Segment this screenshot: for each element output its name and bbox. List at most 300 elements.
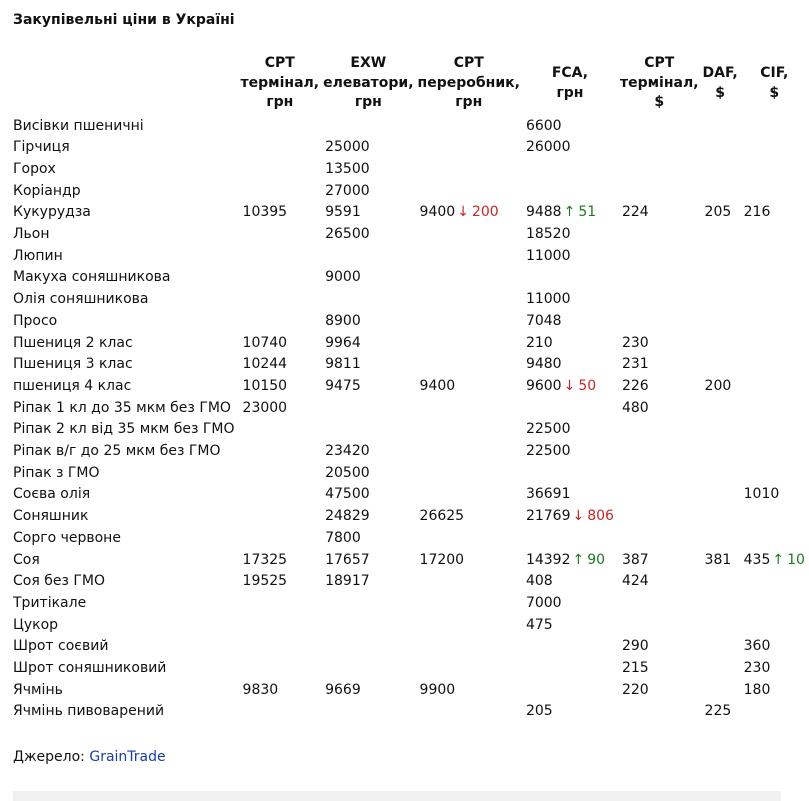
price-cell: [740, 398, 809, 420]
price-value: 9591: [325, 204, 361, 221]
price-cell: [416, 484, 522, 506]
price-cell: [321, 615, 415, 637]
price-cell: [522, 137, 618, 159]
price-cell: [239, 289, 322, 311]
price-cell: [618, 202, 701, 224]
price-cell: [618, 484, 701, 506]
product-name: Гірчиця: [13, 139, 70, 156]
price-cell: [416, 354, 522, 376]
product-name: Пшениця 3 клас: [13, 356, 133, 373]
price-change: 51: [578, 204, 597, 221]
price-cell: [740, 202, 809, 224]
product-name: Ріпак 1 кл до 35 мкм без ГМО: [13, 399, 231, 416]
product-name: Шрот соєвий: [13, 638, 109, 655]
price-cell: [701, 615, 740, 637]
arrow-down-icon: ↓: [563, 377, 576, 394]
table-row: [9, 202, 809, 224]
table-row: [9, 463, 809, 485]
price-cell: [416, 116, 522, 138]
price-value: 424: [621, 573, 649, 590]
price-cell: [701, 137, 740, 159]
table-row: [9, 376, 809, 398]
price-cell: [321, 658, 415, 680]
price-cell: [740, 376, 809, 398]
price-value: 7800: [325, 529, 361, 546]
price-cell: [618, 506, 701, 528]
product-name: Шрот соняшниковий: [13, 660, 167, 677]
price-cell: [522, 701, 618, 723]
price-cell: [701, 181, 740, 203]
price-cell: [740, 636, 809, 658]
column-header-1: [321, 54, 415, 116]
column-header-line: $: [654, 94, 665, 110]
price-cell: [701, 701, 740, 723]
price-cell: [618, 311, 701, 333]
header-row: [9, 54, 809, 116]
price-cell: [416, 419, 522, 441]
price-cell: [701, 311, 740, 333]
price-cell: [740, 571, 809, 593]
product-name: Ріпак 2 кл від 35 мкм без ГМО: [13, 421, 235, 438]
price-value: 200: [704, 377, 732, 394]
price-cell: [239, 159, 322, 181]
price-cell: [701, 159, 740, 181]
price-cell: [740, 311, 809, 333]
arrow-up-icon: ↑: [772, 551, 785, 568]
price-cell: [416, 441, 522, 463]
price-cell: [522, 246, 618, 268]
price-cell: [416, 159, 522, 181]
product-name: Ріпак в/г до 25 мкм без ГМО: [13, 443, 221, 460]
price-cell: [522, 571, 618, 593]
price-cell: [618, 116, 701, 138]
price-cell: [321, 528, 415, 550]
price-value: 205: [704, 204, 732, 221]
product-name: Кукурудза: [13, 204, 91, 221]
price-cell: [239, 593, 322, 615]
price-cell: [416, 246, 522, 268]
table-row: [9, 441, 809, 463]
price-cell: [321, 267, 415, 289]
table-row: [9, 224, 809, 246]
product-name: Тритікале: [13, 594, 87, 611]
product-name: Цукор: [13, 616, 59, 633]
table-row: [9, 289, 809, 311]
price-cell: [701, 506, 740, 528]
price-cell: [522, 267, 618, 289]
column-header-line: $: [715, 84, 725, 101]
price-cell: [239, 484, 322, 506]
price-cell: [701, 528, 740, 550]
table-row: [9, 398, 809, 420]
price-cell: [701, 116, 740, 138]
table-body: [9, 116, 809, 724]
product-name: Ячмінь: [13, 681, 63, 698]
price-value: 11000: [525, 291, 571, 308]
price-cell: [618, 550, 701, 572]
price-value: 1010: [743, 486, 780, 503]
price-cell: [701, 398, 740, 420]
column-header-line: термінал,: [240, 74, 320, 91]
price-cell: [618, 398, 701, 420]
price-cell: [416, 202, 522, 224]
price-cell: [740, 550, 809, 572]
source-label: Джерело:: [13, 749, 85, 765]
table-row: [9, 116, 809, 138]
price-value: 10395: [242, 204, 288, 221]
price-cell: [522, 116, 618, 138]
price-value: 9480: [525, 356, 562, 373]
table-row: [9, 419, 809, 441]
price-value: 215: [621, 660, 649, 677]
price-value: 36691: [525, 486, 571, 503]
table-row: [9, 137, 809, 159]
price-cell: [522, 333, 618, 355]
page-title: Закупівельні ціни в Україні: [13, 12, 235, 28]
price-value: 21769: [525, 508, 571, 525]
price-cell: [522, 636, 618, 658]
price-value: 435: [743, 551, 771, 568]
product-name: Сорго червоне: [13, 529, 121, 546]
price-cell: [701, 333, 740, 355]
price-cell: [321, 246, 415, 268]
price-cell: [701, 484, 740, 506]
price-cell: [522, 484, 618, 506]
price-cell: [416, 376, 522, 398]
price-cell: [321, 419, 415, 441]
price-cell: [239, 246, 322, 268]
price-cell: [618, 419, 701, 441]
product-name: Ріпак з ГМО: [13, 464, 100, 481]
price-cell: [321, 701, 415, 723]
price-cell: [239, 615, 322, 637]
price-cell: [416, 593, 522, 615]
column-header-line: CPT: [264, 55, 295, 71]
price-cell: [740, 246, 809, 268]
price-value: 230: [743, 660, 771, 677]
price-cell: [522, 680, 618, 702]
price-cell: [321, 506, 415, 528]
arrow-up-icon: ↑: [563, 204, 576, 221]
price-value: 24829: [325, 508, 370, 525]
arrow-down-icon: ↓: [572, 508, 585, 525]
price-cell: [740, 354, 809, 376]
price-cell: [522, 528, 618, 550]
column-header-5: [701, 54, 740, 116]
price-cell: [239, 701, 322, 723]
price-cell: [239, 333, 322, 355]
price-cell: [522, 441, 618, 463]
price-cell: [416, 528, 522, 550]
price-value: 9900: [419, 681, 456, 698]
price-cell: [522, 311, 618, 333]
column-header-line: EXW: [350, 55, 387, 71]
price-cell: [416, 267, 522, 289]
price-cell: [701, 658, 740, 680]
price-cell: [740, 528, 809, 550]
price-value: 216: [743, 204, 771, 221]
product-name: Пшениця 2 клас: [13, 334, 133, 351]
price-cell: [522, 289, 618, 311]
column-header-line: FCA,: [551, 65, 589, 81]
table-row: [9, 636, 809, 658]
price-cell: [239, 376, 322, 398]
price-cell: [321, 137, 415, 159]
table-row: [9, 159, 809, 181]
product-column-header: [9, 54, 239, 116]
price-value: 224: [621, 204, 649, 221]
column-header-2: [416, 54, 522, 116]
product-name: Олія соняшникова: [13, 291, 149, 308]
price-value: 210: [525, 334, 553, 351]
price-cell: [416, 289, 522, 311]
table-row: [9, 267, 809, 289]
price-cell: [740, 441, 809, 463]
price-cell: [416, 224, 522, 246]
price-cell: [618, 289, 701, 311]
price-cell: [522, 202, 618, 224]
column-header-line: CIF,: [760, 65, 789, 81]
price-cell: [321, 571, 415, 593]
price-cell: [522, 658, 618, 680]
product-name: Соя: [13, 551, 40, 568]
price-cell: [740, 159, 809, 181]
price-cell: [239, 463, 322, 485]
price-cell: [740, 615, 809, 637]
table-row: [9, 550, 809, 572]
column-header-line: CPT: [453, 55, 484, 71]
price-value: 13500: [325, 160, 370, 177]
price-cell: [701, 246, 740, 268]
price-cell: [701, 289, 740, 311]
price-cell: [701, 267, 740, 289]
price-change: 806: [587, 508, 614, 525]
price-cell: [618, 137, 701, 159]
table-row: [9, 571, 809, 593]
price-cell: [416, 463, 522, 485]
price-cell: [239, 680, 322, 702]
price-cell: [740, 658, 809, 680]
price-cell: [740, 224, 809, 246]
price-cell: [522, 354, 618, 376]
column-header-line: грн: [455, 94, 483, 110]
price-value: 9488: [525, 204, 562, 221]
column-header-line: $: [769, 84, 780, 101]
price-cell: [321, 224, 415, 246]
table-row: [9, 311, 809, 333]
product-name: Коріандр: [13, 182, 81, 199]
product-name: Люпин: [13, 247, 63, 264]
price-value: 23000: [242, 399, 288, 416]
price-value: 381: [704, 551, 732, 568]
price-cell: [239, 398, 322, 420]
price-cell: [239, 441, 322, 463]
price-cell: [618, 159, 701, 181]
price-cell: [618, 246, 701, 268]
price-cell: [701, 376, 740, 398]
price-cell: [522, 593, 618, 615]
price-cell: [239, 419, 322, 441]
price-cell: [701, 550, 740, 572]
price-cell: [239, 354, 322, 376]
price-cell: [416, 550, 522, 572]
price-cell: [618, 680, 701, 702]
price-table: [9, 54, 809, 723]
price-value: 26625: [419, 508, 465, 525]
price-change: 50: [578, 377, 597, 394]
price-value: 20500: [325, 464, 370, 481]
table-row: [9, 484, 809, 506]
price-cell: [618, 333, 701, 355]
price-value: 26000: [525, 139, 571, 156]
price-value: 22500: [525, 443, 571, 460]
price-cell: [416, 571, 522, 593]
price-cell: [522, 550, 618, 572]
column-header-line: переробник,: [417, 74, 520, 91]
price-cell: [740, 289, 809, 311]
table-row: [9, 593, 809, 615]
price-change: 90: [587, 551, 606, 568]
price-cell: [701, 571, 740, 593]
price-cell: [740, 137, 809, 159]
price-cell: [740, 506, 809, 528]
price-cell: [618, 376, 701, 398]
price-cell: [701, 224, 740, 246]
price-cell: [701, 636, 740, 658]
price-value: 9000: [325, 269, 361, 286]
price-cell: [740, 484, 809, 506]
price-value: 17200: [419, 551, 465, 568]
product-name: Соєва олія: [13, 486, 91, 503]
price-cell: [522, 181, 618, 203]
column-header-line: CPT: [644, 55, 675, 71]
price-value: 23420: [325, 443, 370, 460]
price-cell: [618, 441, 701, 463]
column-header-line: елеватори,: [323, 74, 414, 91]
price-cell: [740, 593, 809, 615]
price-cell: [239, 137, 322, 159]
price-cell: [416, 506, 522, 528]
price-value: 9400: [419, 377, 456, 394]
price-value: 230: [621, 334, 649, 351]
table-row: [9, 658, 809, 680]
price-cell: [321, 680, 415, 702]
price-cell: [239, 202, 322, 224]
price-cell: [321, 159, 415, 181]
price-cell: [321, 550, 415, 572]
price-cell: [239, 506, 322, 528]
price-cell: [321, 311, 415, 333]
price-cell: [618, 463, 701, 485]
price-cell: [701, 419, 740, 441]
price-value: 18520: [525, 226, 571, 243]
price-cell: [618, 528, 701, 550]
source-link[interactable]: GrainTrade: [89, 749, 166, 765]
price-value: 9830: [242, 681, 279, 698]
price-cell: [522, 224, 618, 246]
price-cell: [416, 181, 522, 203]
price-cell: [618, 224, 701, 246]
price-cell: [321, 181, 415, 203]
price-change: 10: [787, 551, 805, 568]
price-value: 290: [621, 638, 649, 655]
price-value: 6600: [525, 117, 562, 134]
price-cell: [321, 202, 415, 224]
column-header-line: DAF,: [702, 65, 738, 81]
price-cell: [618, 701, 701, 723]
price-value: 17325: [242, 551, 288, 568]
price-value: 9964: [325, 334, 361, 351]
price-value: 19525: [242, 573, 288, 590]
product-name: Ячмінь пивоварений: [13, 703, 165, 720]
price-value: 387: [621, 551, 649, 568]
arrow-down-icon: ↓: [457, 204, 469, 221]
price-cell: [416, 701, 522, 723]
price-cell: [321, 354, 415, 376]
price-value: 25000: [325, 139, 370, 156]
column-header-6: [740, 54, 809, 116]
price-value: 9811: [325, 356, 361, 373]
price-value: 27000: [325, 182, 370, 199]
source-line: [13, 749, 166, 765]
price-cell: [321, 484, 415, 506]
product-name: пшениця 4 клас: [13, 377, 132, 394]
price-cell: [740, 333, 809, 355]
column-header-line: грн: [266, 94, 294, 110]
column-header-4: [618, 54, 701, 116]
price-cell: [239, 311, 322, 333]
price-value: 9475: [325, 377, 361, 394]
price-value: 14392: [525, 551, 571, 568]
price-value: 47500: [325, 486, 370, 503]
price-cell: [239, 267, 322, 289]
price-cell: [416, 137, 522, 159]
price-value: 360: [743, 638, 771, 655]
table-row: [9, 528, 809, 550]
price-cell: [416, 398, 522, 420]
price-cell: [321, 116, 415, 138]
price-cell: [239, 224, 322, 246]
price-cell: [701, 441, 740, 463]
price-cell: [740, 463, 809, 485]
column-header-line: термінал,: [619, 74, 699, 91]
price-cell: [522, 376, 618, 398]
price-cell: [618, 354, 701, 376]
price-cell: [239, 658, 322, 680]
price-cell: [701, 463, 740, 485]
table-row: [9, 680, 809, 702]
price-value: 475: [525, 616, 553, 633]
price-cell: [740, 701, 809, 723]
price-value: 11000: [525, 247, 571, 264]
column-header-line: грн: [556, 84, 584, 101]
price-value: 220: [621, 681, 649, 698]
price-cell: [740, 680, 809, 702]
price-cell: [522, 398, 618, 420]
price-cell: [321, 636, 415, 658]
price-cell: [618, 593, 701, 615]
price-value: 18917: [325, 573, 370, 590]
product-name: Просо: [13, 312, 58, 329]
price-cell: [618, 636, 701, 658]
product-name: Горох: [13, 160, 56, 177]
product-name: Соняшник: [13, 508, 89, 525]
footer-bar: [13, 791, 781, 801]
price-cell: [701, 680, 740, 702]
price-value: 480: [621, 399, 649, 416]
price-change: 200: [471, 204, 499, 221]
table-row: [9, 506, 809, 528]
